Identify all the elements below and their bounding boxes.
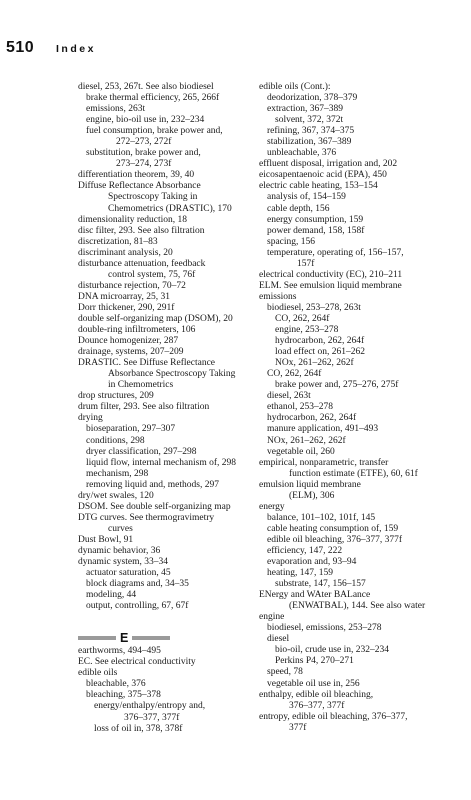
index-entry [78, 358, 254, 391]
index-entry [78, 281, 254, 292]
entry-text: vegetable oil, 260 [267, 446, 335, 457]
entry-text: substrate, 147, 156–157 [275, 579, 366, 590]
entry-text: engine [259, 612, 285, 623]
entry-text: enthalpy, edible oil bleaching, [259, 689, 374, 700]
entry-text: solvent, 372, 372t [275, 115, 344, 126]
index-entry [78, 226, 254, 237]
entry-text: liquid flow, internal mechanism of, 298 [86, 457, 237, 468]
index-entry [78, 181, 254, 214]
entry-continuation: Chemometrics (DRASTIC), 170 [108, 203, 232, 214]
index-subentry [259, 391, 459, 402]
index-entry [259, 170, 459, 181]
entry-text: Diffuse Reflectance Absorbance [78, 181, 201, 192]
letter-rule [78, 636, 116, 640]
entry-text: discriminant analysis, 20 [78, 247, 173, 258]
index-entry [78, 402, 254, 413]
index-entry [78, 513, 254, 535]
entry-text: substitution, brake power and, [86, 148, 201, 159]
index-subentry [259, 314, 459, 325]
entry-text: DRASTIC. See Diffuse Reflectance [78, 358, 216, 369]
index-entry [78, 336, 254, 347]
index-subentry [259, 215, 459, 226]
index-subentry [259, 679, 459, 690]
entry-text: CO, 262, 264f [267, 369, 322, 380]
index-column-right [259, 82, 459, 734]
index-entry [259, 590, 459, 612]
index-entry [78, 502, 254, 513]
index-subentry [78, 679, 254, 690]
entry-text: block diagrams and, 34–35 [86, 579, 189, 590]
index-entry [78, 248, 254, 259]
index-subentry [78, 568, 254, 579]
entry-text: Dust Bowl, 91 [78, 534, 134, 545]
index-entry [78, 292, 254, 303]
entry-text: drop structures, 209 [78, 391, 154, 402]
entry-text: heating, 147, 159 [267, 568, 333, 579]
entry-text: energy [259, 501, 285, 512]
entry-text: engine, 253–278 [275, 325, 339, 336]
entry-text: ELM. See emulsion liquid membrane [259, 280, 402, 291]
index-subentry [78, 115, 254, 126]
entry-continuation: Absorbance Spectroscopy Taking [108, 369, 236, 380]
index-entry [78, 668, 254, 679]
entry-text: edible oils (Cont.): [259, 82, 331, 92]
entry-text: power demand, 158, 158f [267, 225, 365, 236]
index-subentry [259, 524, 459, 535]
entry-text: ethanol, 253–278 [267, 402, 333, 413]
entry-text: removing liquid and, methods, 297 [86, 479, 219, 490]
entry-text: diesel [267, 634, 290, 645]
index-entry [78, 413, 254, 424]
index-subentry [78, 590, 254, 601]
index-subentry [78, 148, 254, 170]
entry-text: dryer classification, 297–298 [86, 446, 197, 457]
entry-text: mechanism, 298 [86, 468, 149, 479]
index-subentry [78, 93, 254, 104]
index-subentry [78, 701, 254, 723]
entry-text: DNA microarray, 25, 31 [78, 291, 170, 302]
entry-text: biodiesel, emissions, 253–278 [267, 623, 382, 634]
index-subentry [78, 424, 254, 435]
index-subentry [259, 413, 459, 424]
entry-continuation: control system, 75, 76f [108, 269, 196, 280]
entry-text: Perkins P4, 270–271 [275, 656, 354, 667]
entry-text: emulsion liquid membrane [259, 479, 361, 490]
index-subentry [259, 347, 459, 358]
index-subentry [259, 104, 459, 115]
entry-text: eicosapentaenoic acid (EPA), 450 [259, 170, 387, 181]
entry-continuation: curves [108, 523, 133, 534]
letter-rule [132, 636, 170, 640]
index-entry [259, 458, 459, 480]
index-subentry [259, 369, 459, 380]
entry-continuation: 273–274, 273f [116, 159, 172, 170]
index-entry [78, 215, 254, 226]
page-title: Index [56, 43, 96, 55]
index-subentry [259, 204, 459, 215]
index-subentry [259, 667, 459, 678]
entry-text: empirical, nonparametric, transfer [259, 457, 389, 468]
index-subentry [259, 93, 459, 104]
index-entry [78, 646, 254, 657]
entry-text: engine, bio-oil use in, 232–234 [86, 115, 205, 126]
index-entry [78, 259, 254, 281]
index-subentry [259, 535, 459, 546]
entry-text: output, controlling, 67, 67f [86, 601, 189, 612]
index-subentry [78, 447, 254, 458]
entry-continuation: 376–377, 377f [124, 712, 180, 723]
index-entry [259, 502, 459, 513]
entry-text: energy/enthalpy/entropy and, [94, 701, 206, 712]
entry-text: disturbance rejection, 70–72 [78, 280, 186, 291]
index-subentry [259, 137, 459, 148]
entry-text: dynamic behavior, 36 [78, 545, 161, 556]
entry-text: dynamic system, 33–34 [78, 557, 168, 568]
entry-text: diesel, 253, 267t. See also biodiesel [78, 82, 214, 92]
entry-continuation: (ENWATBAL), 144. See also water [289, 601, 426, 612]
index-subentry [259, 579, 459, 590]
index-entry [78, 237, 254, 248]
index-subentry [78, 469, 254, 480]
entry-text: entropy, edible oil bleaching, 376–377, [259, 711, 408, 722]
index-subentry [259, 148, 459, 159]
index-subentry [259, 447, 459, 458]
index-subentry [259, 237, 459, 248]
entry-text: NOx, 261–262, 262f [267, 435, 346, 446]
index-entry [259, 712, 459, 734]
entry-text: ENergy and WAter BALance [259, 590, 371, 601]
entry-text: hydrocarbon, 262, 264f [267, 413, 357, 424]
entry-text: conditions, 298 [86, 435, 145, 446]
index-entry [78, 347, 254, 358]
entry-text: bleachable, 376 [86, 679, 146, 690]
entry-text: disturbance attenuation, feedback [78, 258, 206, 269]
entry-text: emissions [259, 291, 297, 302]
entry-text: hydrocarbon, 262, 264f [275, 336, 365, 347]
entry-text: differentiation theorem, 39, 40 [78, 170, 195, 181]
letter-label: E [120, 630, 129, 645]
index-subentry [78, 601, 254, 612]
entry-text: unbleachable, 376 [267, 148, 337, 159]
entry-text: bioseparation, 297–307 [86, 424, 176, 435]
index-entry [78, 303, 254, 314]
index-subentry [259, 380, 459, 391]
index-entry [78, 170, 254, 181]
index-entry [259, 82, 459, 93]
index-subentry [259, 126, 459, 137]
entry-text: brake power and, 275–276, 275f [275, 380, 399, 391]
index-column-left [78, 82, 254, 735]
entry-text: CO, 262, 264f [275, 313, 330, 324]
entry-text: extraction, 367–389 [267, 104, 343, 115]
index-entry [78, 535, 254, 546]
entry-text: electrical conductivity (EC), 210–211 [259, 269, 403, 280]
entry-continuation: 377f [289, 722, 307, 733]
entry-text: dimensionality reduction, 18 [78, 214, 187, 225]
entry-text: manure application, 491–493 [267, 424, 379, 435]
entry-text: edible oil bleaching, 376–377, 377f [267, 534, 403, 545]
index-subentry [259, 115, 459, 126]
index-entry [78, 391, 254, 402]
entry-text: double self-organizing map (DSOM), 20 [78, 313, 233, 324]
index-entry [259, 181, 459, 192]
index-entry [78, 491, 254, 502]
index-entry [259, 690, 459, 712]
entry-text: vegetable oil use in, 256 [267, 678, 360, 689]
index-subentry [78, 458, 254, 469]
entry-text: bleaching, 375–378 [86, 690, 161, 701]
index-subentry [259, 623, 459, 634]
entry-text: temperature, operating of, 156–157, [267, 247, 404, 258]
entry-text: drum filter, 293. See also filtration [78, 402, 210, 413]
index-subentry [259, 557, 459, 568]
entry-text: stabilization, 367–389 [267, 137, 352, 148]
entry-text: cable heating consumption of, 159 [267, 523, 399, 534]
index-entry [78, 82, 254, 93]
entry-text: dry/wet swales, 120 [78, 490, 154, 501]
index-entry [259, 292, 459, 303]
index-entry [259, 159, 459, 170]
entry-text: actuator saturation, 45 [86, 568, 171, 579]
entry-continuation: 157f [297, 258, 315, 269]
page-number: 510 [6, 39, 35, 56]
index-entry [259, 281, 459, 292]
index-entry [78, 325, 254, 336]
entry-text: energy consumption, 159 [267, 214, 364, 225]
entry-text: NOx, 261–262, 262f [275, 358, 354, 369]
index-subentry [259, 226, 459, 237]
entry-continuation: 376–377, 377f [289, 700, 345, 711]
entry-text: EC. See electrical conductivity [78, 657, 196, 668]
entry-text: effluent disposal, irrigation and, 202 [259, 159, 398, 170]
index-subentry [78, 579, 254, 590]
entry-text: edible oils [78, 668, 118, 679]
entry-text: deodorization, 378–379 [267, 93, 358, 104]
index-subentry [259, 645, 459, 656]
index-subentry [78, 480, 254, 491]
index-subentry [259, 436, 459, 447]
index-subentry [259, 634, 459, 645]
entry-text: bio-oil, crude use in, 232–234 [275, 645, 389, 656]
index-subentry [78, 690, 254, 701]
index-entry [78, 557, 254, 568]
index-subentry [259, 325, 459, 336]
index-subentry [259, 248, 459, 270]
index-subentry [78, 436, 254, 447]
entry-text: disc filter, 293. See also filtration [78, 225, 205, 236]
entry-text: emissions, 263t [86, 104, 146, 115]
entry-text: DSOM. See double self-organizing map [78, 501, 231, 512]
entry-text: drainage, systems, 207–209 [78, 347, 184, 358]
index-entry [259, 612, 459, 623]
entry-text: balance, 101–102, 101f, 145 [267, 512, 376, 523]
index-subentry [78, 104, 254, 115]
entry-continuation: 272–273, 272f [116, 137, 172, 148]
index-subentry [78, 724, 254, 735]
index-subentry [259, 358, 459, 369]
index-entry [78, 546, 254, 557]
index-subentry [259, 513, 459, 524]
entry-text: drying [78, 413, 103, 424]
index-subentry [259, 546, 459, 557]
entry-continuation: in Chemometrics [108, 380, 174, 391]
entry-text: cable depth, 156 [267, 203, 330, 214]
entry-text: refining, 367, 374–375 [267, 126, 355, 137]
letter-heading [78, 630, 254, 646]
index-entry [259, 270, 459, 281]
index-entry [259, 480, 459, 502]
index-entry [78, 657, 254, 668]
index-subentry [259, 424, 459, 435]
index-subentry [78, 126, 254, 148]
entry-text: evaporation and, 93–94 [267, 557, 357, 568]
entry-text: fuel consumption, brake power and, [86, 126, 223, 137]
entry-text: discretization, 81–83 [78, 236, 158, 247]
entry-text: efficiency, 147, 222 [267, 545, 343, 556]
entry-text: load effect on, 261–262 [275, 347, 366, 358]
entry-continuation: Spectroscopy Taking in [108, 192, 198, 203]
entry-continuation: (ELM), 306 [289, 490, 335, 501]
entry-text: electric cable heating, 153–154 [259, 181, 378, 192]
entry-text: DTG curves. See thermogravimetry [78, 512, 215, 523]
index-subentry [259, 336, 459, 347]
entry-text: double-ring infiltrometers, 106 [78, 325, 196, 336]
entry-continuation: function estimate (ETFE), 60, 61f [289, 468, 418, 479]
entry-text: earthworms, 494–495 [78, 646, 161, 657]
index-subentry [259, 568, 459, 579]
index-subentry [259, 402, 459, 413]
entry-text: Dorr thickener, 290, 291f [78, 302, 175, 313]
entry-text: spacing, 156 [267, 236, 316, 247]
index-entry [78, 314, 254, 325]
entry-text: Dounce homogenizer, 287 [78, 336, 179, 347]
entry-text: analysis of, 154–159 [267, 192, 346, 203]
index-subentry [259, 656, 459, 667]
index-subentry [259, 303, 459, 314]
entry-text: diesel, 263t [267, 391, 311, 402]
entry-text: modeling, 44 [86, 590, 137, 601]
entry-text: speed, 78 [267, 667, 303, 678]
entry-text: biodiesel, 253–278, 263t [267, 302, 361, 313]
entry-text: brake thermal efficiency, 265, 266f [86, 93, 220, 104]
entry-text: loss of oil in, 378, 378f [94, 723, 183, 734]
index-subentry [259, 192, 459, 203]
